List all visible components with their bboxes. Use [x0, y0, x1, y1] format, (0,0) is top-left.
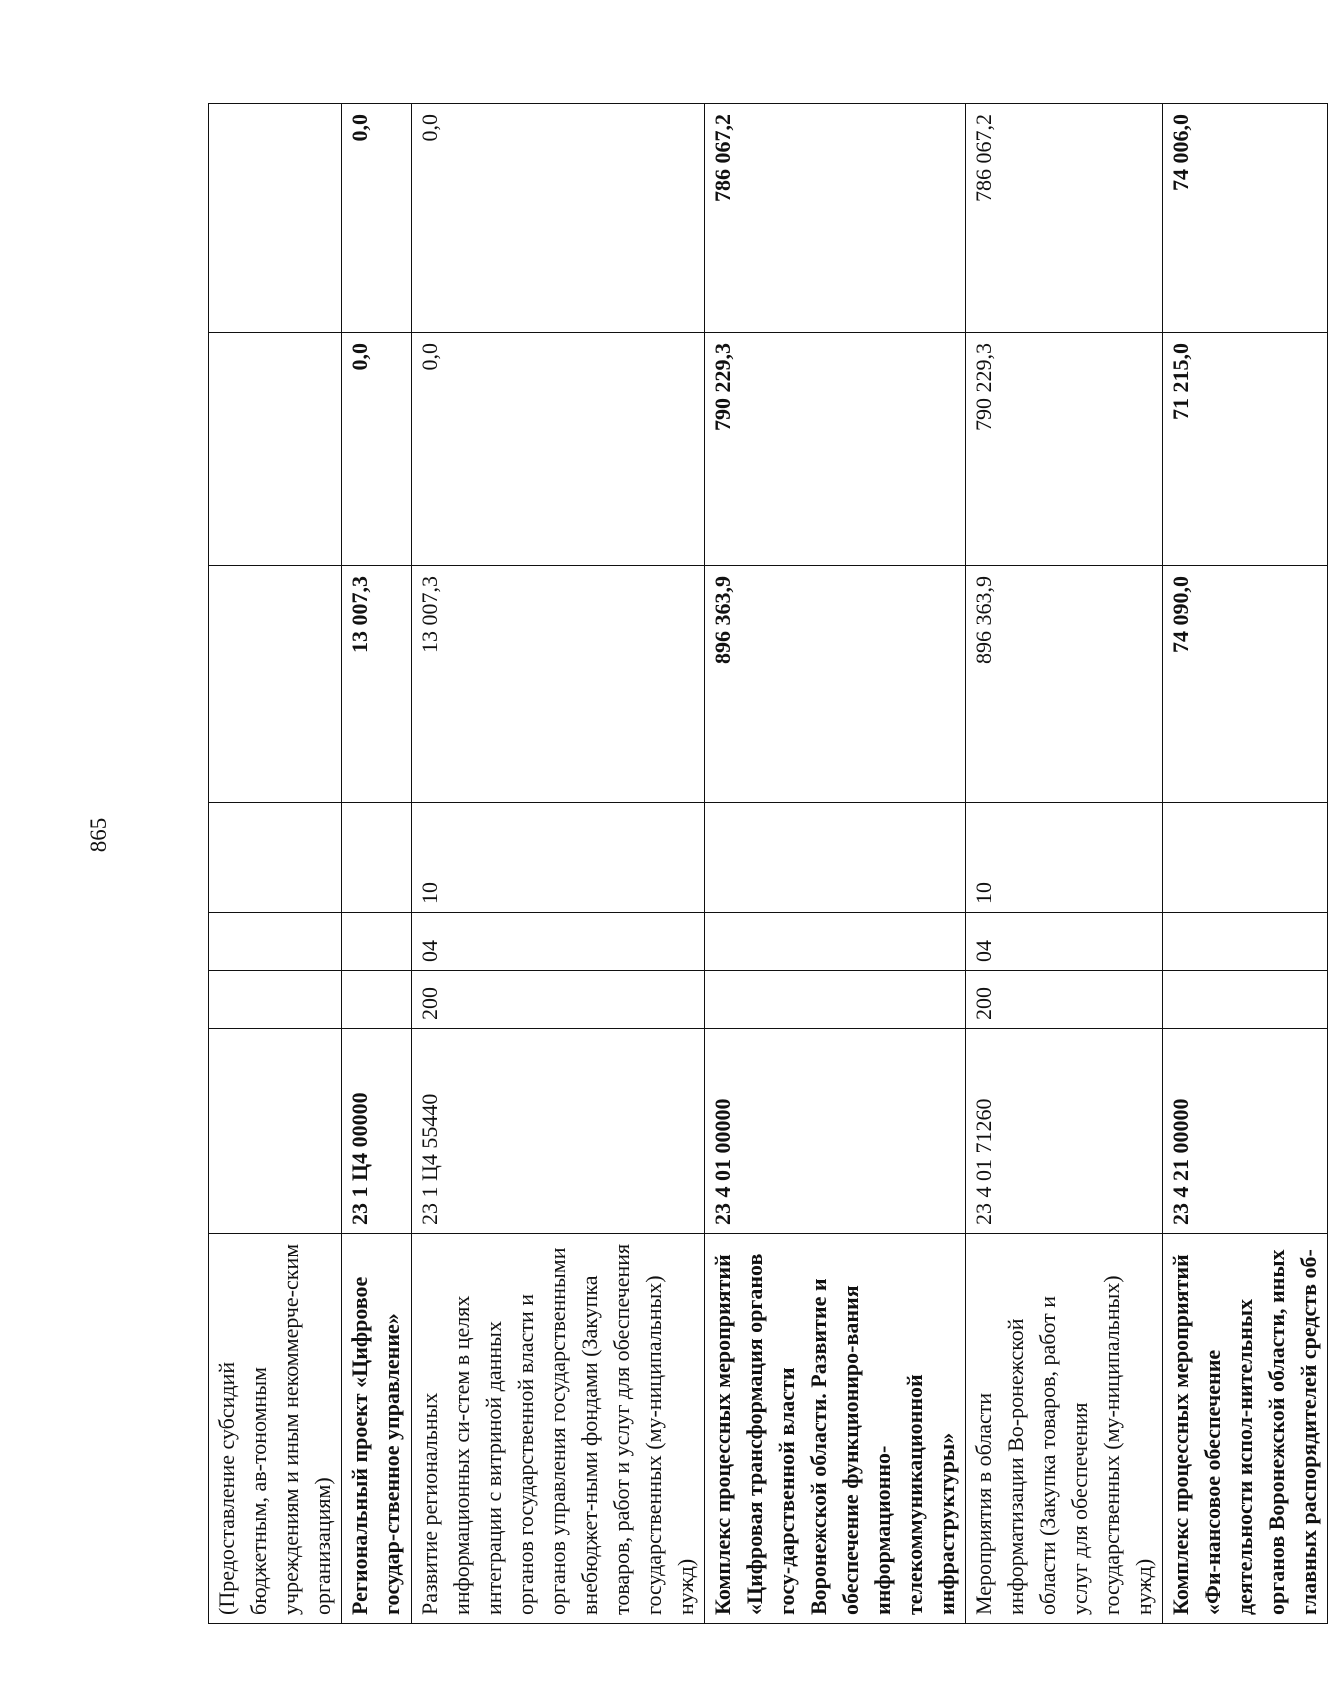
- row-code-cell: 23 1 Ц4 00000: [342, 1029, 412, 1234]
- row-name-cell: Развитие региональных информационных си-стем в целях интеграции с витриной данных органов государственной власти и органов управления государственными внебюджет-ными фондами (Закупка товаров, работ и услуг для обеспечения государственных (му-ниципальных) нужд): [412, 1234, 705, 1624]
- row-value-3-cell: 786 067,2: [705, 104, 966, 333]
- row-value-1-cell: 13 007,3: [412, 566, 705, 803]
- row-vr-cell: [1163, 971, 1328, 1029]
- budget-table-rotated: [208, 104, 1321, 1624]
- row-name-cell: Мероприятия в области информатизации Во-ронежской области (Закупка товаров, работ и услуг для обеспечения государственных (му-ниципальных) нужд): [966, 1234, 1163, 1624]
- row-pr-cell: [342, 803, 412, 913]
- row-rz-cell: [705, 913, 966, 971]
- row-value-3-cell: 74 006,0: [1163, 104, 1328, 333]
- budget-table: [208, 103, 1328, 1624]
- table-row: [705, 104, 966, 1624]
- row-pr-cell: 10: [412, 803, 705, 913]
- table-row: [209, 104, 342, 1624]
- row-name-cell: Региональный проект «Цифровое государ-ственное управление»: [342, 1234, 412, 1624]
- row-code-cell: [209, 1029, 342, 1234]
- row-value-3-cell: 0,0: [412, 104, 705, 333]
- row-vr-cell: [342, 971, 412, 1029]
- table-row: [966, 104, 1163, 1624]
- row-value-1-cell: 896 363,9: [966, 566, 1163, 803]
- row-value-3-cell: [209, 104, 342, 333]
- row-code-cell: 23 4 01 71260: [966, 1029, 1163, 1234]
- row-value-1-cell: [209, 566, 342, 803]
- row-vr-cell: 200: [966, 971, 1163, 1029]
- row-name-cell: (Предоставление субсидий бюджетным, ав-тономным учреждениям и иным некоммерче-ским организациям): [209, 1234, 342, 1624]
- row-value-3-cell: 786 067,2: [966, 104, 1163, 333]
- row-value-2-cell: [209, 333, 342, 566]
- row-name-cell: Комплекс процессных мероприятий «Фи-нансовое обеспечение деятельности испол-нительных органов Воронежской области, иных главных распорядителей средств об-: [1163, 1234, 1328, 1624]
- row-code-cell: 23 4 21 00000: [1163, 1029, 1328, 1234]
- page-number: 865: [86, 817, 111, 853]
- row-value-2-cell: 790 229,3: [966, 333, 1163, 566]
- row-pr-cell: [705, 803, 966, 913]
- row-value-1-cell: 74 090,0: [1163, 566, 1328, 803]
- row-name-cell: Комплекс процессных мероприятий «Цифровая трансформация органов госу-дарственной власти Воронежской области. Развитие и обеспечение функциониро-вания информационно-телекоммуникационной инфраструктуры»: [705, 1234, 966, 1624]
- row-pr-cell: 10: [966, 803, 1163, 913]
- row-pr-cell: [1163, 803, 1328, 913]
- table-row: [412, 104, 705, 1624]
- row-vr-cell: 200: [412, 971, 705, 1029]
- row-rz-cell: 04: [412, 913, 705, 971]
- table-row: [342, 104, 412, 1624]
- row-value-2-cell: 790 229,3: [705, 333, 966, 566]
- row-value-3-cell: 0,0: [342, 104, 412, 333]
- row-code-cell: 23 1 Ц4 55440: [412, 1029, 705, 1234]
- row-code-cell: 23 4 01 00000: [705, 1029, 966, 1234]
- row-value-1-cell: 896 363,9: [705, 566, 966, 803]
- row-vr-cell: [705, 971, 966, 1029]
- row-rz-cell: 04: [966, 913, 1163, 971]
- row-value-2-cell: 0,0: [412, 333, 705, 566]
- row-rz-cell: [342, 913, 412, 971]
- row-pr-cell: [209, 803, 342, 913]
- row-rz-cell: [209, 913, 342, 971]
- row-rz-cell: [1163, 913, 1328, 971]
- row-value-2-cell: 0,0: [342, 333, 412, 566]
- row-vr-cell: [209, 971, 342, 1029]
- table-row: [1163, 104, 1328, 1624]
- row-value-1-cell: 13 007,3: [342, 566, 412, 803]
- row-value-2-cell: 71 215,0: [1163, 333, 1328, 566]
